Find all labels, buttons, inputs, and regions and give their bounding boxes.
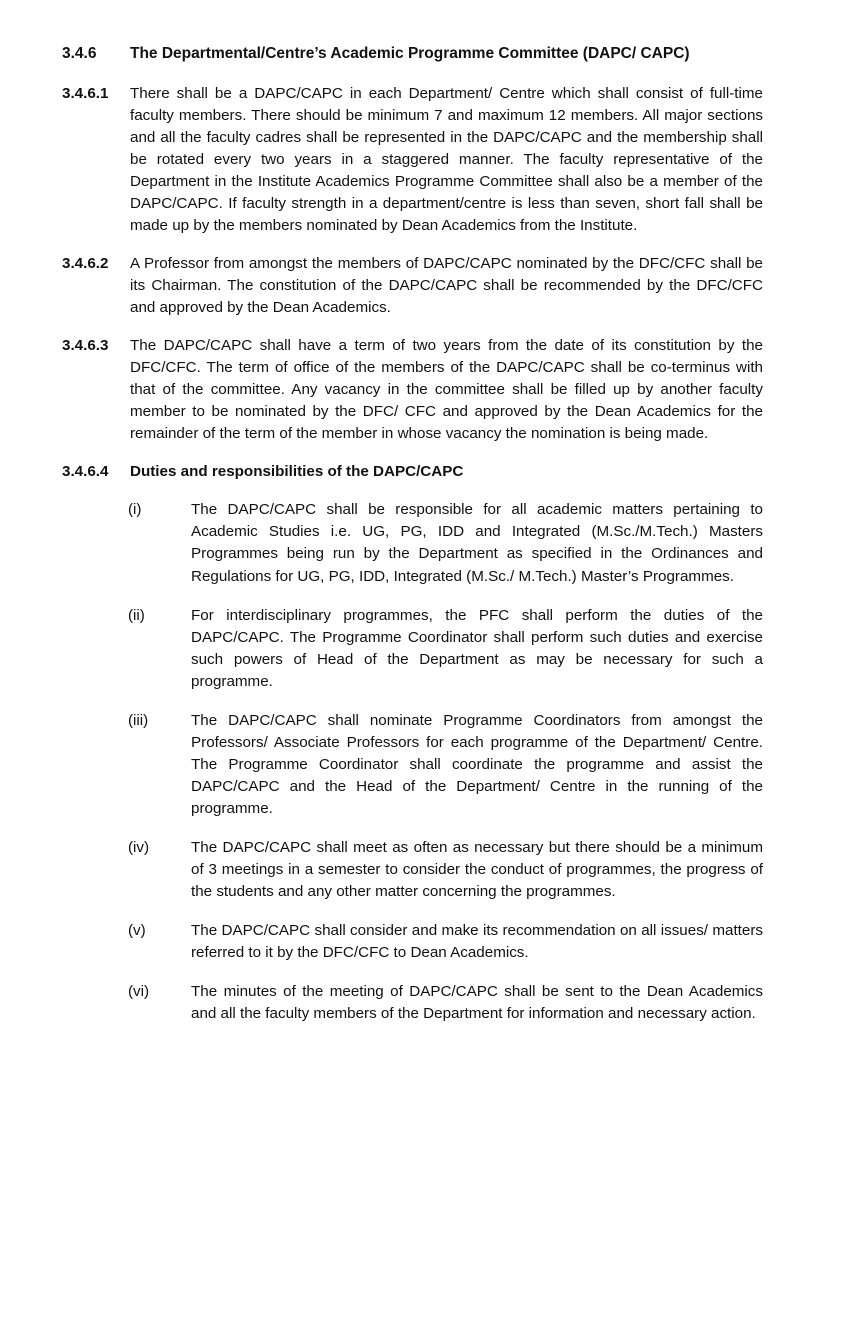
list-item-text: The DAPC/CAPC shall meet as often as necessary but there should be a minimum of 3 meetings in a semester to consider the conduct of programmes, the progress of the students and any other matter concerning the programmes. <box>191 838 763 900</box>
list-item <box>62 837 763 903</box>
list-item-marker: (v) <box>128 921 146 939</box>
list-item <box>62 710 763 820</box>
clause-number: 3.4.6.3 <box>62 337 109 355</box>
clause-number: 3.4.6.1 <box>62 84 109 102</box>
clause-number: 3.4.6.2 <box>62 255 109 273</box>
section-heading <box>62 44 763 65</box>
list-item-marker: (i) <box>128 501 142 519</box>
list-item <box>62 920 763 964</box>
clause-text: There shall be a DAPC/CAPC in each Department/ Centre which shall consist of full-time faculty members. There should be minimum 7 and maximum 12 members. All major sections and all the faculty cadres shall be represented in the DAPC/CAPC and the membership shall be rotated every two years in a staggered manner. The faculty representative of the Department in the Institute Academics Programme Committee shall also be a member of the DAPC/CAPC. If faculty strength in a department/centre is less than seven, short fall shall be made up by the members nominated by Dean Academics from the Institute. <box>130 84 763 235</box>
list-item-text: For interdisciplinary programmes, the PFC shall perform the duties of the DAPC/CAPC. The Programme Coordinator shall perform such duties and exercise such powers of Head of the Department as may be necessary for such a programme. <box>191 606 763 690</box>
duties-list <box>62 499 763 1025</box>
clause-text: Duties and responsibilities of the DAPC/CAPC <box>130 463 464 481</box>
clause-3-4-6-2 <box>62 253 763 319</box>
list-item-text: The DAPC/CAPC shall be responsible for all academic matters pertaining to Academic Studies i.e. UG, PG, IDD and Integrated (M.Sc./M.Tech.) Masters Programmes being run by the Department as specified in the Ordinances and Regulations for UG, PG, IDD, Integrated (M.Sc./ M.Tech.) Master’s Programmes. <box>191 501 763 585</box>
section-heading-title: The Departmental/Centre’s Academic Programme Committee (DAPC/ CAPC) <box>130 45 690 62</box>
clause-text: The DAPC/CAPC shall have a term of two years from the date of its constitution by the DFC/CFC. The term of office of the members of the DAPC/CAPC shall be co-terminus with that of the committee. Any vacancy in the committee shall be filled up by another faculty member to be nominated by the DFC/ CFC and approved by the Dean Academics for the remainder of the term of the member in whose vacancy the nomination is being made. <box>130 337 763 443</box>
list-item-marker: (iii) <box>128 711 149 729</box>
list-item-text: The minutes of the meeting of DAPC/CAPC shall be sent to the Dean Academics and all the faculty members of the Department for information and necessary action. <box>191 982 763 1023</box>
list-item <box>62 605 763 693</box>
clause-3-4-6-3 <box>62 335 763 445</box>
clause-text: A Professor from amongst the members of DAPC/CAPC nominated by the DFC/CFC shall be its Chairman. The constitution of the DAPC/CAPC shall be recommended by the DFC/CFC and approved by the Dean Academics. <box>130 255 763 317</box>
section-heading-number: 3.4.6 <box>62 45 97 62</box>
list-item-text: The DAPC/CAPC shall consider and make its recommendation on all issues/ matters referred to it by the DFC/CFC to Dean Academics. <box>191 921 763 961</box>
list-item-marker: (ii) <box>128 606 145 624</box>
list-item-text: The DAPC/CAPC shall nominate Programme Coordinators from amongst the Professors/ Associate Professors for each programme of the Department/ Centre. The Programme Coordinator shall coordinate the programme and assist the DAPC/CAPC and the Head of the Department/ Centre in the running of the programme. <box>191 711 763 817</box>
list-item-marker: (vi) <box>128 982 150 1000</box>
clause-3-4-6-1 <box>62 83 763 237</box>
clause-number: 3.4.6.4 <box>62 463 109 481</box>
clause-3-4-6-4 <box>62 461 763 483</box>
list-item <box>62 981 763 1025</box>
list-item-marker: (iv) <box>128 838 150 856</box>
list-item <box>62 499 763 587</box>
